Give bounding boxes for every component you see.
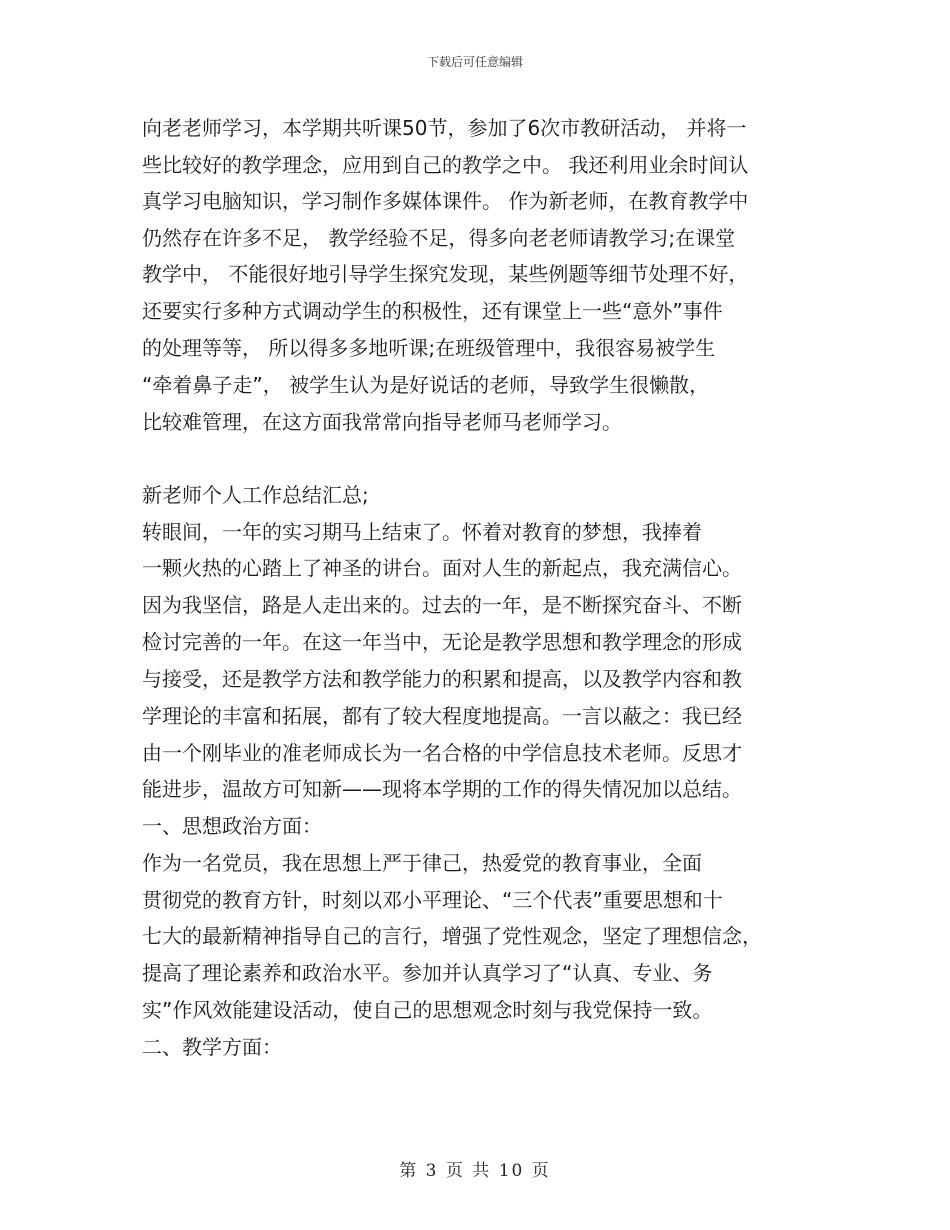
section-heading: 新老师个人工作总结汇总;	[142, 483, 369, 507]
text-line: 教学中， 不能很好地引导学生探究发现，某些例题等细节处理不好，	[142, 262, 749, 286]
text-line: 由一个刚毕业的准老师成长为一名合格的中学信息技术老师。反思才	[142, 741, 742, 765]
text-line: 与接受，还是教学方法和教学能力的积累和提高，以及教学内容和教	[142, 667, 742, 691]
text-line: 的处理等等， 所以得多多地听课;在班级管理中，我很容易被学生	[142, 336, 716, 360]
text-line: 贯彻党的教育方针，时刻以邓小平理论、“三个代表”重要思想和十	[142, 888, 723, 912]
text-line: 七大的最新精神指导自己的言行，增强了党性观念，坚定了理想信念，	[142, 924, 762, 948]
text-line: 学理论的丰富和拓展，都有了较大程度地提高。一言以蔽之：我已经	[142, 704, 742, 728]
text-line: 提高了理论素养和政治水平。参加并认真学习了“认真、专业、务	[142, 961, 713, 985]
page-footer: 第 3 页 共 10 页	[399, 1161, 551, 1181]
text-line: 作为一名党员，我在思想上严于律己，热爱党的教育事业，全面	[142, 851, 702, 875]
section-heading: 一、思想政治方面：	[142, 814, 322, 838]
text-line: “牵着鼻子走”， 被学生认为是好说话的老师，导致学生很懒散，	[142, 373, 710, 397]
text-line: 真学习电脑知识，学习制作多媒体课件。 作为新老师，在教育教学中	[142, 189, 749, 213]
text-line: 些比较好的教学理念，应用到自己的教学之中。 我还利用业余时间认	[142, 153, 749, 177]
text-line: 比较难管理，在这方面我常常向指导老师马老师学习。	[142, 410, 622, 434]
text-line: 检讨完善的一年。在这一年当中，无论是教学思想和教学理念的形成	[142, 630, 742, 654]
text-line: 一颗火热的心踏上了神圣的讲台。面对人生的新起点，我充满信心。	[142, 556, 742, 580]
text-line: 还要实行多种方式调动学生的积极性，还有课堂上一些“意外”事件	[142, 299, 723, 323]
text-line: 仍然存在许多不足， 教学经验不足，得多向老老师请教学习;在课堂	[142, 226, 736, 250]
page-header: 下载后可任意编辑	[426, 55, 523, 69]
text-line: 因为我坚信，路是人走出来的。过去的一年，是不断探究奋斗、不断	[142, 593, 742, 617]
text-line: 转眼间，一年的实习期马上结束了。怀着对教育的梦想，我捧着	[142, 520, 702, 544]
text-line: 向老老师学习，本学期共听课50节，参加了6次市教研活动， 并将一	[142, 116, 747, 140]
section-heading: 二、教学方面：	[142, 1035, 282, 1059]
text-line: 实”作风效能建设活动，使自己的思想观念时刻与我党保持一致。	[142, 998, 713, 1022]
text-line: 能进步，温故方可知新——现将本学期的工作的得失情况加以总结。	[142, 777, 742, 801]
